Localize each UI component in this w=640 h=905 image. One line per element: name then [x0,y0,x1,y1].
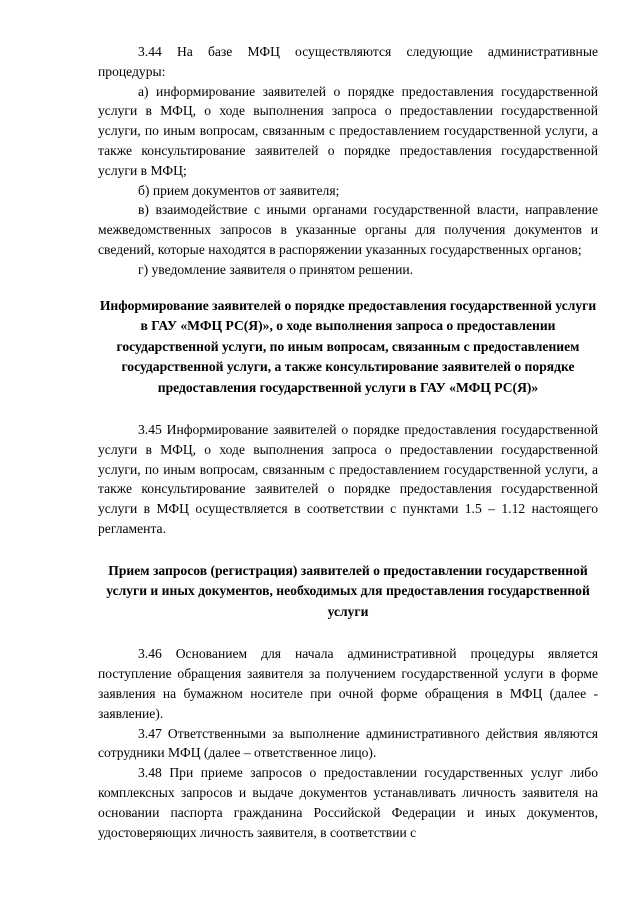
section-heading-reception: Прием запросов (регистрация) заявителей о предоставлении государственной услуги и иных документов, необходимых для предоставления государственной услуги [106,562,590,619]
paragraph-3-44-a: а) информирование заявителей о порядке предоставления государственной услуги в МФЦ, о ходе выполнения запроса о предоставлении государственной услуги, по иным вопросам, связанным с предоставлением государственной услуги, а также консультирование заявителей о порядке предоставления государственной услуги в МФЦ; [98,83,598,178]
paragraph-3-46: 3.46 Основанием для начала административной процедуры является поступление обращения заявителя за получением государственной услуги в форме заявления на бумажном носителе при очной форме обращения в МФЦ (далее - заявление). [98,646,598,721]
paragraph-3-44-g: г) уведомление заявителя о принятом решении. [138,261,414,277]
paragraph-3-45: 3.45 Информирование заявителей о порядке предоставления государственной услуги в МФЦ, о ходе выполнения запроса о предоставлении государственной услуги, по иным вопросам, связанным с предоставлением государственной услуги, а также консультирование заявителей о порядке предоставления государственной услуги в МФЦ осуществляется в соответствии с пунктами 1.5 – 1.12 настоящего регламента. [98,422,598,537]
document-page [98,42,598,842]
section-heading-informing: Информирование заявителей о порядке предоставления государственной услуги в ГАУ «МФЦ РС(Я)», о ходе выполнения запроса о предоставлении государственной услуги, по иным вопросам, связанным с предоставлением государственной услуги, а также консультирование заявителей о порядке предоставления государственной услуги в ГАУ «МФЦ РС(Я)» [99,297,597,395]
paragraph-3-47: 3.47 Ответственными за выполнение административного действия являются сотрудники МФЦ (далее – ответственное лицо). [98,725,598,761]
paragraph-3-44: 3.44 На базе МФЦ осуществляются следующие административные процедуры: [98,44,598,79]
paragraph-3-48: 3.48 При приеме запросов о предоставлении государственных услуг либо комплексных запросов и выдаче документов устанавливать личность заявителя на основании паспорта гражданина Российской Федерации и иных документов, удостоверяющих личность заявителя, в соответствии с [98,765,598,840]
paragraph-3-44-b: б) прием документов от заявителя; [138,182,340,198]
paragraph-3-44-v: в) взаимодействие с иными органами государственной власти, направление межведомственных запросов в указанные органы для получения документов и сведений, которые находятся в распоряжении указанных государственных органов; [98,202,598,257]
